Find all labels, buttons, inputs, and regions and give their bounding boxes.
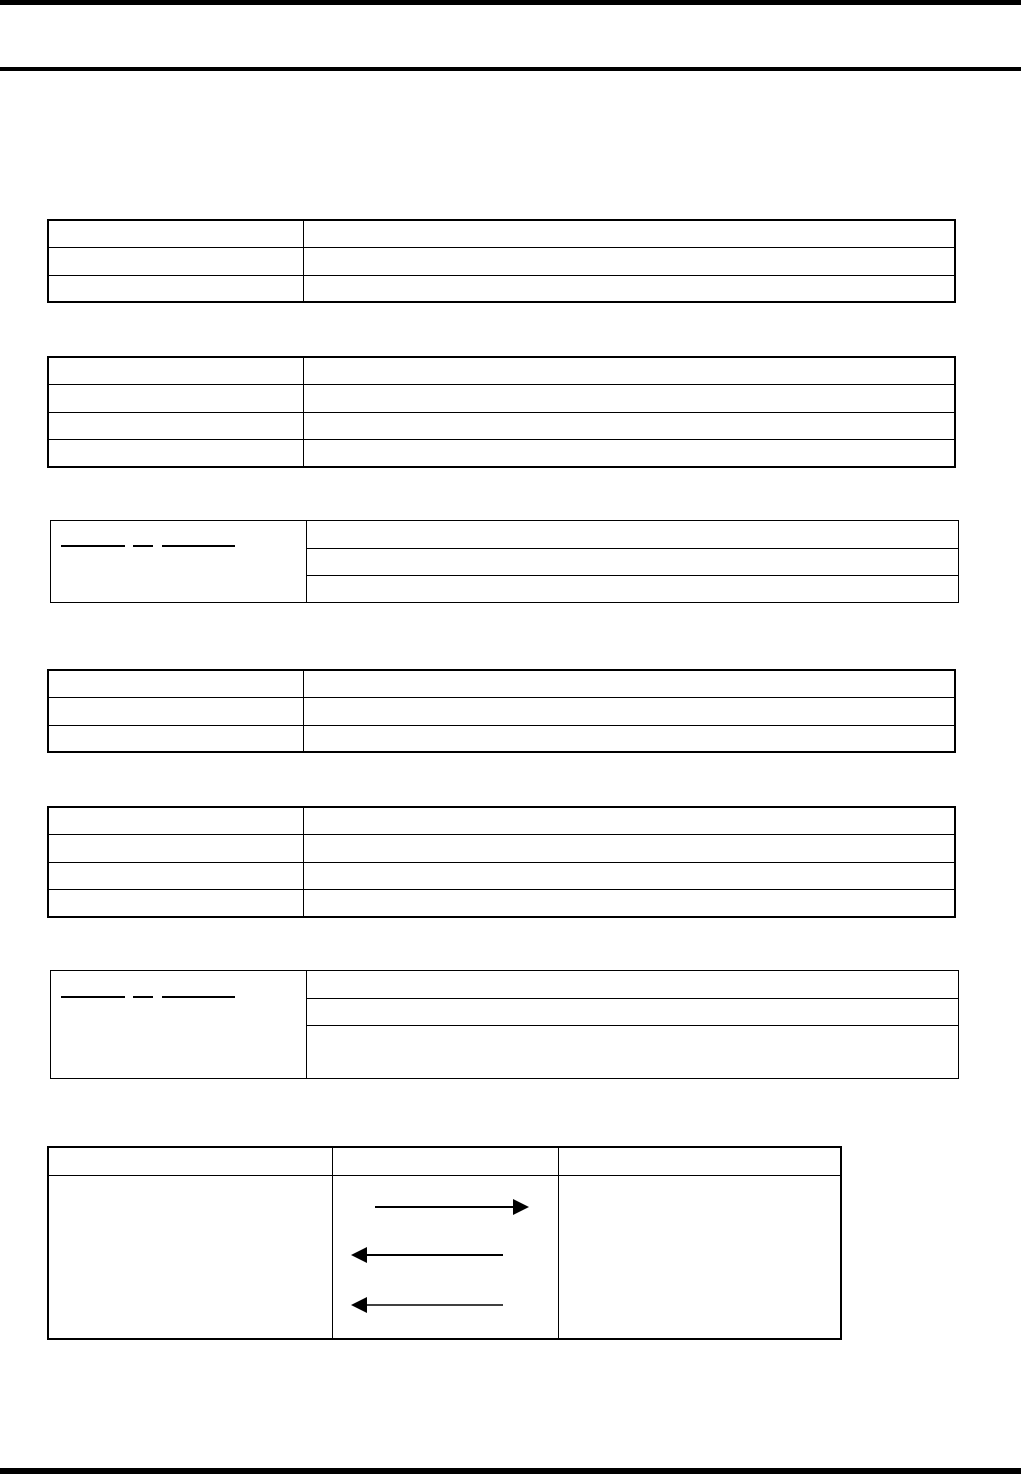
column-divider	[303, 221, 304, 301]
column-divider	[332, 1148, 333, 1338]
row-divider	[306, 998, 958, 999]
signature-line	[133, 545, 153, 547]
signature-line	[162, 545, 235, 547]
row-divider	[49, 725, 954, 726]
column-divider	[558, 1148, 559, 1338]
row-divider	[49, 275, 954, 276]
row-divider	[49, 889, 954, 890]
table-5	[47, 806, 956, 918]
column-divider	[303, 671, 304, 751]
signature-line	[133, 996, 153, 998]
left-arrow-icon	[347, 1294, 517, 1316]
row-divider	[49, 384, 954, 385]
right-arrow-icon	[369, 1196, 539, 1218]
table-3	[50, 520, 959, 603]
table-6	[50, 970, 959, 1079]
signature-line	[61, 545, 125, 547]
column-divider	[306, 521, 307, 602]
table-1	[47, 219, 956, 303]
row-divider	[49, 834, 954, 835]
signature-line	[61, 996, 125, 998]
signature-line	[162, 996, 235, 998]
row-divider	[49, 439, 954, 440]
row-divider	[306, 1025, 958, 1026]
row-divider	[49, 697, 954, 698]
row-divider	[49, 862, 954, 863]
left-arrow-icon	[347, 1244, 517, 1266]
footer-rule	[0, 1468, 1021, 1474]
row-divider	[49, 1175, 840, 1176]
header-top-rule	[0, 0, 1021, 5]
table-7	[47, 1146, 842, 1340]
row-divider	[49, 247, 954, 248]
row-divider	[306, 548, 958, 549]
table-2	[47, 356, 956, 468]
table-4	[47, 669, 956, 753]
header-bottom-rule	[0, 67, 1021, 71]
row-divider	[49, 412, 954, 413]
row-divider	[306, 575, 958, 576]
